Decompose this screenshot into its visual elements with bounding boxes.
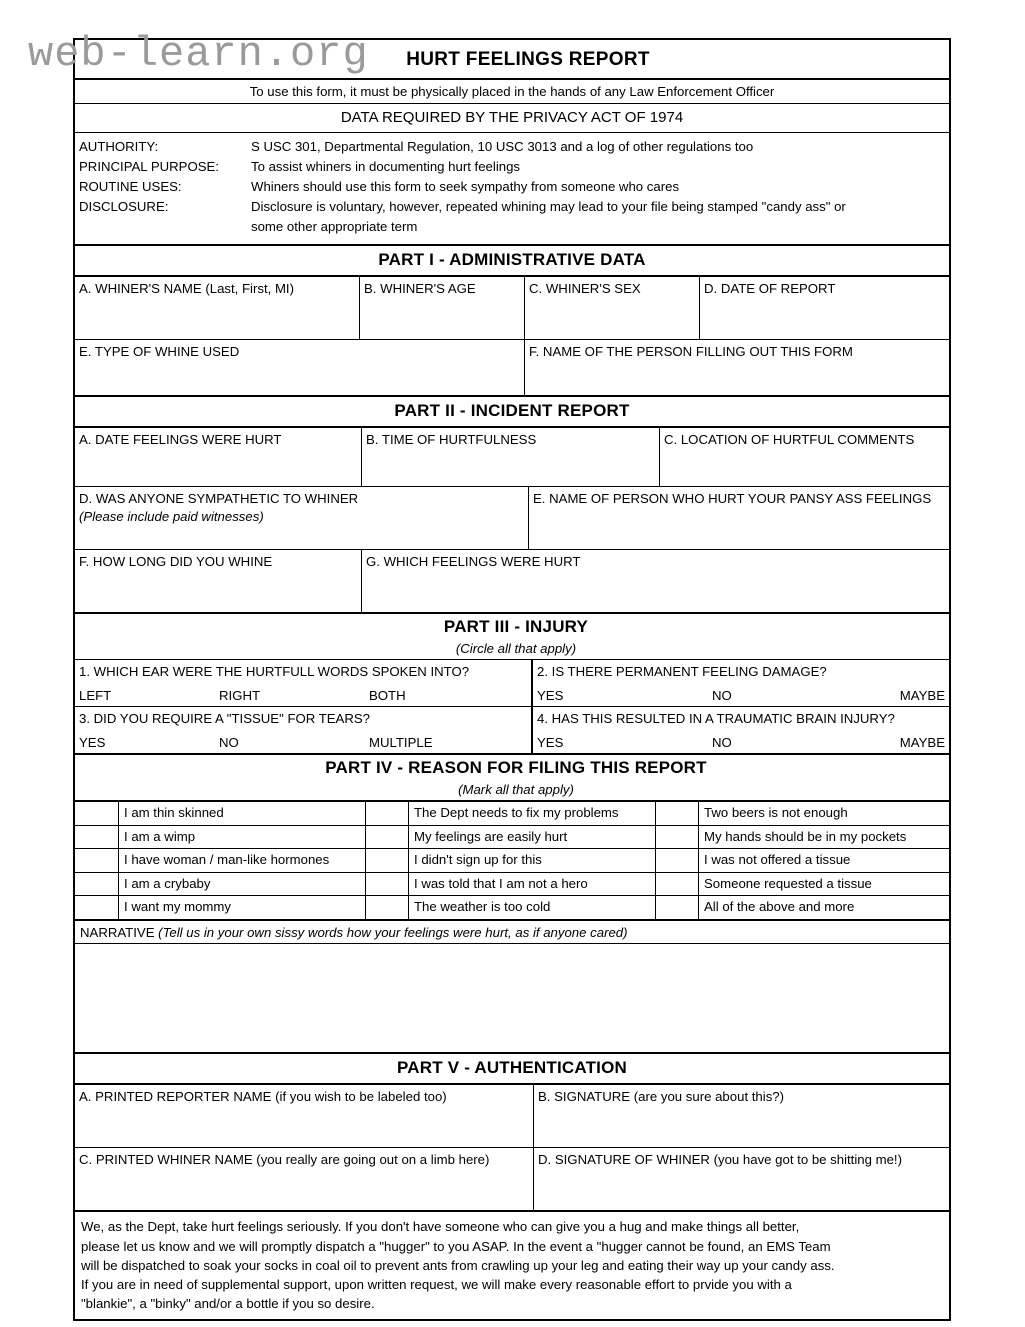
- question-tissue-for-tears-options: [79, 734, 527, 751]
- question-brain-injury-options: [537, 734, 945, 751]
- field-which-feelings-hurt-label: G. WHICH FEELINGS WERE HURT: [366, 554, 581, 570]
- checklist-row: [75, 849, 949, 872]
- field-person-filling-form[interactable]: [524, 340, 949, 395]
- checkbox-not-a-hero[interactable]: [365, 873, 409, 895]
- narrative-input[interactable]: [75, 944, 949, 1052]
- privacy-value-principal-purpose: To assist whiners in documenting hurt feelings: [251, 159, 521, 175]
- field-whiners-age-label: B. WHINER'S AGE: [364, 280, 476, 296]
- option-no-tissue[interactable]: NO: [219, 734, 239, 750]
- checkbox-thin-skinned[interactable]: [75, 802, 119, 824]
- instruction-row: [75, 80, 949, 104]
- part5-heading-row: [75, 1054, 949, 1085]
- part4-checklist: [75, 802, 949, 920]
- privacy-value-disclosure: Disclosure is voluntary, however, repeated whining may lead to your file being stamped "candy ass" or: [251, 199, 846, 215]
- checklist-label-didnt-sign-up: I didn't sign up for this: [414, 852, 542, 868]
- footer-row: [75, 1212, 949, 1319]
- field-whiners-name[interactable]: [75, 277, 359, 339]
- question-tissue-for-tears: [75, 707, 531, 753]
- privacy-act-title-row: [75, 104, 949, 133]
- part4-subheading: (Mark all that apply): [458, 782, 574, 798]
- field-printed-whiner-name-label: C. PRINTED WHINER NAME (you really are going out on a limb here): [79, 1152, 490, 1168]
- privacy-block: [75, 133, 949, 243]
- option-no-brain[interactable]: NO: [712, 734, 732, 750]
- privacy-value-authority: S USC 301, Departmental Regulation, 10 USC 3013 and a log of other regulations too: [251, 139, 754, 155]
- checkbox-all-of-the-above[interactable]: [655, 896, 699, 918]
- part1-row-2: [75, 340, 949, 397]
- field-anyone-sympathetic-label: D. WAS ANYONE SYMPATHETIC TO WHINER: [79, 491, 359, 507]
- checkbox-two-beers[interactable]: [655, 802, 699, 824]
- instruction-text: To use this form, it must be physically placed in the hands of any Law Enforcement Officer: [249, 84, 775, 99]
- part2-heading-row: [75, 397, 949, 428]
- checkbox-weather-too-cold[interactable]: [365, 896, 409, 918]
- question-permanent-damage: [531, 660, 949, 706]
- part5-row-1: [75, 1085, 949, 1148]
- field-time-of-hurtfulness[interactable]: [361, 428, 659, 486]
- footer-line: We, as the Dept, take hurt feelings seriously. If you don't have someone who can give you a hug and make things all better,: [81, 1219, 800, 1235]
- part1-heading-row: [75, 246, 949, 277]
- question-which-ear-text: 1. WHICH EAR WERE THE HURTFULL WORDS SPOKEN INTO?: [79, 664, 470, 680]
- option-multiple-tissue[interactable]: MULTIPLE: [369, 734, 433, 750]
- privacy-row-principal-purpose: [79, 157, 945, 177]
- footer-line: If you are in need of supplemental support, upon written request, we will make every reasonable effort to prvide you with a: [81, 1276, 792, 1292]
- option-yes-permanent[interactable]: YES: [537, 687, 564, 703]
- privacy-label-authority: AUTHORITY:: [79, 139, 159, 155]
- privacy-label-principal-purpose: PRINCIPAL PURPOSE:: [79, 159, 219, 175]
- field-type-of-whine-label: E. TYPE OF WHINE USED: [79, 343, 240, 359]
- narrative-label-row: [75, 921, 949, 944]
- hurt-feelings-report-form: [73, 38, 951, 1321]
- field-whiners-age[interactable]: [359, 277, 524, 339]
- field-date-feelings-hurt[interactable]: [75, 428, 361, 486]
- checkbox-hands-in-pockets[interactable]: [655, 826, 699, 848]
- option-maybe-permanent[interactable]: MAYBE: [899, 687, 945, 703]
- checkbox-dept-fix-problems[interactable]: [365, 802, 409, 824]
- checklist-label-two-beers: Two beers is not enough: [704, 805, 848, 821]
- part3-subheading: (Circle all that apply): [455, 641, 577, 657]
- field-anyone-sympathetic[interactable]: [75, 487, 528, 549]
- checklist-label-not-a-hero: I was told that I am not a hero: [414, 875, 588, 891]
- field-whiners-sex-label: C. WHINER'S SEX: [529, 280, 641, 296]
- field-printed-reporter-name[interactable]: [75, 1085, 533, 1147]
- part2-heading: PART II - INCIDENT REPORT: [394, 400, 630, 420]
- field-how-long-did-you-whine-label: F. HOW LONG DID YOU WHINE: [79, 554, 273, 570]
- part5-heading: PART V - AUTHENTICATION: [397, 1057, 627, 1077]
- checkbox-feelings-easily-hurt[interactable]: [365, 826, 409, 848]
- field-signature-reporter-label: B. SIGNATURE (are you sure about this?): [538, 1089, 785, 1105]
- field-date-of-report-label: D. DATE OF REPORT: [704, 280, 836, 296]
- checklist-row: [75, 873, 949, 896]
- option-no-permanent[interactable]: NO: [712, 687, 732, 703]
- field-how-long-did-you-whine[interactable]: [75, 550, 361, 612]
- option-left[interactable]: LEFT: [79, 687, 112, 703]
- part5-row-2: [75, 1148, 949, 1212]
- checkbox-hormones[interactable]: [75, 849, 119, 871]
- checklist-label-weather-too-cold: The weather is too cold: [414, 899, 551, 915]
- field-signature-whiner-label: D. SIGNATURE OF WHINER (you have got to be shitting me!): [538, 1152, 902, 1168]
- privacy-act-title: DATA REQUIRED BY THE PRIVACY ACT OF 1974: [340, 109, 684, 127]
- page-title: HURT FEELINGS REPORT: [406, 48, 650, 70]
- privacy-value-routine-uses: Whiners should use this form to seek sympathy from someone who cares: [251, 179, 680, 195]
- field-date-of-report[interactable]: [699, 277, 949, 339]
- field-location-of-comments-label: C. LOCATION OF HURTFUL COMMENTS: [664, 432, 915, 448]
- part2-row-3: [75, 550, 949, 614]
- checkbox-crybaby[interactable]: [75, 873, 119, 895]
- privacy-row-authority: [79, 137, 945, 157]
- part1-heading: PART I - ADMINISTRATIVE DATA: [378, 249, 646, 269]
- field-location-of-comments[interactable]: [659, 428, 949, 486]
- checklist-label-want-my-mommy: I want my mommy: [124, 899, 231, 915]
- field-time-of-hurtfulness-label: B. TIME OF HURTFULNESS: [366, 432, 537, 448]
- checklist-label-thin-skinned: I am thin skinned: [124, 805, 224, 821]
- question-tissue-for-tears-text: 3. DID YOU REQUIRE A "TISSUE" FOR TEARS?: [79, 711, 371, 727]
- field-whiners-name-label: A. WHINER'S NAME (Last, First, MI): [79, 280, 294, 296]
- part4-heading: PART IV - REASON FOR FILING THIS REPORT: [325, 758, 707, 778]
- checkbox-want-my-mommy[interactable]: [75, 896, 119, 918]
- part2-row-1: [75, 428, 949, 487]
- checklist-label-crybaby: I am a crybaby: [124, 875, 211, 891]
- field-person-who-hurt-feelings-label: E. NAME OF PERSON WHO HURT YOUR PANSY ASS FEELINGS: [533, 491, 932, 507]
- part3-heading: PART III - INJURY: [443, 617, 589, 637]
- field-type-of-whine[interactable]: [75, 340, 524, 395]
- option-yes-brain[interactable]: YES: [537, 734, 564, 750]
- watermark-web-learn-org: web-learn.org: [28, 30, 369, 78]
- narrative-hint: (Tell us in your own sissy words how your feelings were hurt, as if anyone cared): [158, 924, 628, 940]
- question-brain-injury-text: 4. HAS THIS RESULTED IN A TRAUMATIC BRAIN INJURY?: [537, 711, 895, 727]
- privacy-row-disclosure-cont: [79, 217, 945, 237]
- option-both[interactable]: BOTH: [369, 687, 406, 703]
- privacy-label-disclosure: DISCLOSURE:: [79, 199, 169, 215]
- checklist-label-dept-fix-problems: The Dept needs to fix my problems: [414, 805, 619, 821]
- checklist-label-hands-in-pockets: My hands should be in my pockets: [704, 828, 907, 844]
- checklist-label-feelings-easily-hurt: My feelings are easily hurt: [414, 828, 568, 844]
- question-which-ear: [75, 660, 531, 706]
- field-printed-reporter-name-label: A. PRINTED REPORTER NAME (if you wish to be labeled too): [79, 1089, 447, 1105]
- checklist-row: [75, 802, 949, 825]
- question-permanent-damage-text: 2. IS THERE PERMANENT FEELING DAMAGE?: [537, 664, 827, 680]
- option-yes-tissue[interactable]: YES: [79, 734, 106, 750]
- checkbox-not-offered-tissue[interactable]: [655, 849, 699, 871]
- privacy-label-disclosure-cont: [79, 217, 251, 237]
- privacy-row-routine-uses: [79, 177, 945, 197]
- privacy-label-routine-uses: ROUTINE USES:: [79, 179, 182, 195]
- checkbox-didnt-sign-up[interactable]: [365, 849, 409, 871]
- footer-disclaimer: [75, 1212, 949, 1319]
- footer-line: "blankie", a "binky" and/or a bottle if you so desire.: [81, 1295, 375, 1311]
- footer-line: please let us know and we will promptly dispatch a "hugger" to you ASAP. In the event a "hugger cannot be found, an EMS Team: [81, 1238, 831, 1254]
- field-which-feelings-hurt[interactable]: [361, 550, 949, 612]
- part4-heading-row: [75, 755, 949, 802]
- footer-line: will be dispatched to soak your socks in coal oil to prevent ants from crawling up your leg and eating their way up your candy ass.: [81, 1257, 835, 1273]
- part1-row-1: [75, 277, 949, 340]
- privacy-value-disclosure-cont: some other appropriate term: [251, 219, 418, 235]
- checklist-label-someone-requested-tissue: Someone requested a tissue: [704, 875, 872, 891]
- privacy-row-disclosure: [79, 197, 945, 217]
- field-signature-reporter[interactable]: [533, 1085, 949, 1147]
- part3-row-2: [75, 707, 949, 755]
- part3-row-1: [75, 660, 949, 707]
- checklist-row: [75, 896, 949, 918]
- field-person-filling-form-label: F. NAME OF THE PERSON FILLING OUT THIS FORM: [529, 343, 853, 359]
- part3-heading-row: [75, 614, 949, 660]
- checklist-label-not-offered-tissue: I was not offered a tissue: [704, 852, 851, 868]
- field-anyone-sympathetic-hint: (Please include paid witnesses): [79, 508, 264, 524]
- part2-row-2: [75, 487, 949, 550]
- checklist-row: [75, 826, 949, 849]
- checkbox-someone-requested-tissue[interactable]: [655, 873, 699, 895]
- option-maybe-brain[interactable]: MAYBE: [899, 734, 945, 750]
- checklist-label-hormones: I have woman / man-like hormones: [124, 852, 330, 868]
- field-person-who-hurt-feelings[interactable]: [528, 487, 949, 549]
- checklist-label-all-of-the-above: All of the above and more: [704, 899, 855, 915]
- narrative-label-text: NARRATIVE: [80, 924, 155, 940]
- question-permanent-damage-options: [537, 687, 945, 704]
- field-date-feelings-hurt-label: A. DATE FEELINGS WERE HURT: [79, 432, 282, 448]
- checkbox-wimp[interactable]: [75, 826, 119, 848]
- checklist-label-wimp: I am a wimp: [124, 828, 196, 844]
- field-printed-whiner-name[interactable]: [75, 1148, 533, 1210]
- privacy-block-row: [75, 133, 949, 245]
- narrative-body-row: [75, 944, 949, 1054]
- field-signature-whiner[interactable]: [533, 1148, 949, 1210]
- option-right[interactable]: RIGHT: [219, 687, 261, 703]
- question-brain-injury: [531, 707, 949, 753]
- question-which-ear-options: [79, 687, 527, 704]
- narrative-label: [75, 921, 949, 943]
- field-whiners-sex[interactable]: [524, 277, 699, 339]
